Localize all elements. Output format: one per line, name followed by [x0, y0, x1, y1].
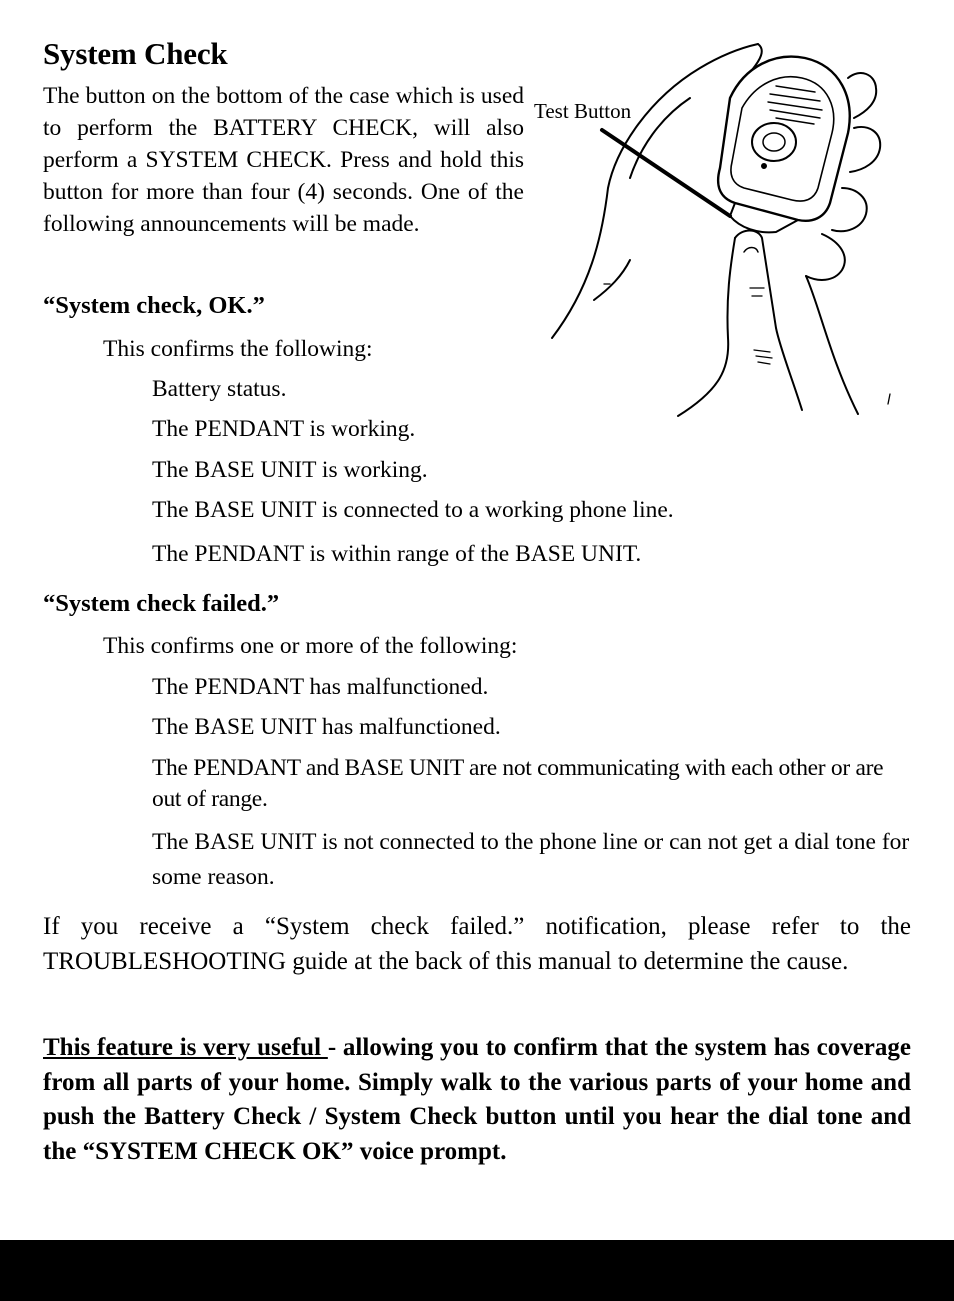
system-check-failed-heading: “System check failed.”: [43, 590, 280, 617]
failed-item: The BASE UNIT has malfunctioned.: [152, 714, 501, 740]
pendant-hand-illustration: [530, 38, 894, 420]
footer-bar: [0, 1240, 954, 1301]
ok-item: Battery status.: [152, 376, 287, 402]
failed-lead-text: This confirms one or more of the following:: [103, 633, 518, 659]
feature-note-text: - allowing you to confirm that the system has coverage from all parts of your home. Simply walk to the various parts of your home and push the Battery Check / System Check button until you hear the dial tone and the “SYSTEM CHECK OK” voice prompt.: [43, 1034, 911, 1165]
ok-item: The BASE UNIT is working.: [152, 457, 428, 483]
failed-item: The BASE UNIT is not connected to the phone line or can not get a dial tone for some reason.: [152, 829, 910, 890]
ok-item: The PENDANT is working.: [152, 416, 416, 442]
intro-paragraph: The button on the bottom of the case which is used to perform the BATTERY CHECK, will also perform a SYSTEM CHECK. Press and hold this button for more than four (4) seconds. One of the following announcements will be made.: [43, 83, 524, 237]
ok-item: The BASE UNIT is connected to a working phone line.: [152, 497, 674, 523]
ok-lead-text: This confirms the following:: [103, 336, 373, 362]
ok-item: The PENDANT is within range of the BASE UNIT.: [152, 541, 642, 567]
troubleshooting-note: If you receive a “System check failed.” notification, please refer to the TROUBLESHOOTING guide at the back of this manual to determine the cause.: [43, 913, 911, 975]
failed-item: The PENDANT and BASE UNIT are not communicating with each other or are out of range.: [152, 755, 884, 812]
system-check-ok-heading: “System check, OK.”: [43, 292, 265, 319]
section-title: System Check: [43, 36, 228, 71]
test-button-label: Test Button: [534, 99, 632, 123]
feature-note: [43, 1031, 911, 1169]
failed-item: The PENDANT has malfunctioned.: [152, 674, 489, 700]
feature-note-underlined: This feature is very useful: [43, 1034, 328, 1061]
